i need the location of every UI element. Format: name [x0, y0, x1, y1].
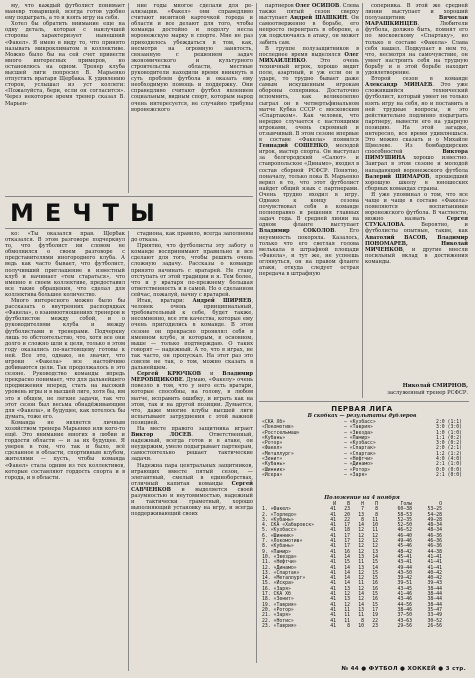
table-cell: 38—44	[427, 586, 442, 592]
table-cell: 12	[372, 539, 378, 545]
result-cell: «Зенит»	[262, 457, 283, 463]
table-cell: 8. «Кубань»	[262, 544, 294, 550]
table-cell: 7. «Локомотив»	[262, 539, 303, 545]
paragraph: Сергей КРЮЧКОВ и Владимир МЕРОВЩИКОВЕ. Думаю, «Факелу» очень повезло в том, что у него есть вратари, которые способны, на голову, в любом матче, исправить ошибку, и играть как на этом, так и на другой позиции. Думается, что, даже многие клубы высшей лиги испытывают затруднения с этой важной позицией.	[131, 371, 253, 426]
table-cell: 14. «Металлург»	[262, 576, 306, 582]
table-cell: 44—56	[397, 602, 412, 608]
table-cell: 15. «Искра»	[262, 581, 294, 587]
table-cell: 16	[344, 549, 350, 555]
table-cell: 14	[344, 554, 350, 560]
table-cell: 14	[344, 581, 350, 587]
table-cell: 17. СКА Хб	[262, 592, 291, 598]
table-cell: 41	[330, 597, 336, 603]
table-cell: 15	[372, 560, 378, 566]
table-cell: 20. «Ротор»	[262, 607, 294, 613]
table-cell: 41	[330, 533, 336, 539]
table-cell: 23	[372, 623, 378, 629]
table-cell: 46—36	[427, 544, 442, 550]
standings-subtitle: Положение на 4 ноября	[324, 495, 400, 501]
paragraph: Хотел бы обратить внимание еще на одну деталь, которая с наилучшей стороны характеризует нынешний «Факел». Я имею в виду то, что принято называть микроклиматом в коллективе. Можно было бы на сей счет привести много интересных примеров, но остановлюсь на одном. Тренер клуба высшей лиги попросил В. Марьенко отпустить вратаря Щербака. К удивлению сторон, услышал из уст коллеги: «Пожалуйста, бери, если он согласится». Через некоторое время тренер сказал В. Марьен-	[5, 21, 125, 107]
standings-header-cell: В	[347, 502, 350, 507]
result-cell: 2:1 (1:0)	[436, 462, 462, 468]
table-cell: 23	[344, 507, 350, 513]
table-cell: 11	[344, 607, 350, 613]
table-cell: 48—34	[427, 523, 442, 529]
table-cell: 17	[344, 533, 350, 539]
table-cell: 5. «Кузбасс»	[262, 528, 297, 534]
result-cell: 2:1 (0:0)	[436, 472, 462, 478]
standings-header-cell: Голы	[400, 502, 412, 507]
standings-header-cell: О	[439, 502, 442, 507]
table-cell: 19. «Таврия»	[262, 602, 297, 608]
table-cell: 38—44	[427, 597, 442, 603]
table-cell: 12. «Динамо»	[262, 565, 297, 571]
table-cell: 14	[344, 576, 350, 582]
table-cell: 13	[358, 512, 364, 518]
result-cell: «СКА Хб»	[262, 420, 286, 425]
result-cell: — «Кузбасс»	[344, 420, 376, 425]
table-cell: 41	[330, 528, 336, 534]
table-cell: 12	[358, 576, 364, 582]
result-cell: «Металлург»	[262, 451, 294, 457]
headline: МЕЧТЫ	[10, 199, 166, 227]
table-cell: 6. «Шинник»	[262, 533, 294, 539]
table-cell: 13. «Спартак»	[262, 570, 300, 576]
table-cell: 12	[344, 592, 350, 598]
column-rule	[256, 3, 257, 663]
table-cell: 39—43	[427, 581, 442, 587]
table-cell: 15	[372, 576, 378, 582]
result-cell: — «Спартак»	[344, 451, 376, 457]
result-cell: «Искра»	[262, 472, 283, 478]
result-cell: 0:0 (0:0)	[436, 467, 462, 473]
table-cell: 15	[372, 592, 378, 598]
result-cell: «Факел»	[262, 446, 283, 452]
table-cell: 1. «Факел»	[262, 507, 291, 513]
result-cell: 3:0 (3:0)	[436, 425, 462, 431]
table-cell: 46—52	[397, 528, 412, 534]
table-cell: 41	[330, 523, 336, 529]
table-cell: 43—46	[397, 597, 412, 603]
table-cell: 38—44	[427, 602, 442, 608]
paragraph: Команда не является личным хозяйством тренера Марьенко или кого-то ещё. Это внимание многих в любви и гордости области — и за их будущее. Я уверен в том, что так и было, всё сделанное в области, спортивным клубом, жителями — пусть, чтобы команда «Факел» стала одним из тех коллективов, которые составляют гордость спорта и в города, и в области.	[5, 419, 125, 481]
paragraph: Второй сезон в команде Александр МИНАЕВ. Это уже сложившийся технический футболист, который умеет не только взять игру на себя, но и поставить в ней трудные вопросы, и это действительно подлинно подыграть партнеру, вывести его на ударную позицию. На этой загадке, интересно, все время удивляешься. Это можно сказать и о Михайле Щмелеве. Из бомбардирских способностей Виктора ПИМУШИНА хорошо известно. Заиграл в этом сезоне и молодой нападающий воронежского футбола Валерий ШИМАРОВ, прошедший хорошую школу в юношеских сборных командах страны.	[365, 76, 468, 192]
result-cell: 1:1 (0:2)	[436, 435, 462, 441]
article-column-1-top	[5, 3, 125, 193]
table-cell: 43—63	[397, 618, 412, 624]
table-cell: 22	[344, 517, 350, 523]
article-column-4	[365, 3, 468, 378]
table-cell: 40—42	[427, 570, 442, 576]
table-cell: 35—47	[427, 607, 442, 613]
table-cell: 14	[344, 570, 350, 576]
table-cell: 14	[344, 565, 350, 571]
table-cell: 44—38	[427, 549, 442, 555]
table-cell: 10	[372, 523, 378, 529]
paragraph: ние годы многое сделали для ре-ализации. «Факел» они справедливо считают визитной карточкой города и области и все делают для того, чтобы команда достойно и подолгу несла воронежскую марку в спорте. Мне не раз приходилось убеждаться в том, как, несмотря на огромную занятость, связанную с решением задач экономического и культурного строительства области, местные руководители находили время вникнуть в суть проблем футбола и оказать ему необходимую помощь и поддержку. Они справедливо считают футбол явлением социальным, видным спорт, которым народ очень интересуется, не случайно трибуны воронежского	[131, 3, 253, 113]
table-cell: 11	[372, 528, 378, 534]
result-cell: — «Нефтчи»	[344, 457, 373, 463]
table-cell: 13	[344, 597, 350, 603]
table-cell: 9. «Памир»	[262, 549, 291, 555]
table-cell: 49—28	[427, 517, 442, 523]
table-cell: 14	[358, 592, 364, 598]
table-cell: 41	[330, 549, 336, 555]
table-cell: 14	[372, 554, 378, 560]
table-cell: 53—25	[427, 507, 442, 513]
table-cell: 49—46	[397, 539, 412, 545]
table-cell: 41	[330, 517, 336, 523]
headline-rule	[5, 228, 253, 229]
table-cell: 12	[358, 549, 364, 555]
table-cell: 22. «Нотис»	[262, 618, 294, 624]
result-row	[262, 473, 462, 478]
article-column-1-bottom	[5, 231, 125, 671]
table-cell: 16	[372, 586, 378, 592]
table-cell: 41	[330, 560, 336, 566]
match-results	[262, 420, 462, 478]
paragraph: ко: «Ты оказался прав. Щербак отказался. В этом разговоре подчеркнул то, что футболист ни словом не обмолвился о своем разговоре с представителями иногороднего клуба. А ведь как часто бывает, что футболист, получивший приглашение в известный клуб и начинает «тем стараться», что именно в своем коллективе, предоставил все такие обращения, что сделал для коллектива большее количество.	[5, 231, 125, 298]
table-cell: 8	[361, 618, 364, 624]
table-cell: 11	[358, 613, 364, 619]
league-title: ПЕРВАЯ ЛИГА	[331, 405, 393, 413]
table-cell: 41	[330, 576, 336, 582]
column-rule	[128, 231, 129, 671]
column-rule	[362, 3, 363, 398]
result-cell: — «Заря»	[344, 472, 368, 478]
table-cell: 13	[372, 549, 378, 555]
table-cell: 60—38	[397, 507, 412, 513]
column-rule	[128, 3, 129, 193]
table-cell: 12	[358, 539, 364, 545]
table-cell: 26—56	[427, 623, 442, 629]
league-subtitle: В скобках — результаты дублеров	[307, 413, 417, 419]
table-cell: 41	[330, 570, 336, 576]
table-cell: 49—44	[397, 565, 412, 571]
table-cell: 8	[361, 517, 364, 523]
table-cell: 41	[330, 565, 336, 571]
table-cell: 46—40	[397, 533, 412, 539]
result-cell: — «Звезда»	[344, 430, 373, 436]
result-cell: «Кубань»	[262, 462, 286, 468]
paragraph: Я уже упоминал о том, что все чаще и чаще в составе «Факела» появляются воспитанники воронежского футбола. В частности, можно назвать Сергея СТУКАЛОВА. Вероятно, и футболисты опытные, такие, как Анатолий ВАСОВ, Владимир ПОНОМАРЕВ, Николай МИЧЕНКОВ, и другие внесли посильный вклад в достижения команды.	[365, 191, 468, 265]
table-cell: 12	[358, 533, 364, 539]
table-cell: 30—52	[427, 618, 442, 624]
table-cell: 43—50	[397, 570, 412, 576]
table-cell: 41	[330, 592, 336, 598]
table-cell: 11	[344, 618, 350, 624]
paragraph: Много интересного можно было бы рассказать о внутренних распорядках «Факела», о взаимоотношениях тренеров и футболистов между собой, и о руководителями клуба и между футболистами и тренерами. Подчеркну лишь то обстоятельство, что, хотя все они долго и сложно шли к цели, только в этом году оказались по-настоящему готовы к ней. Все это, однако, не значит, что игроки «Факела» все настойчиво добиваются цели. Так продолжалось в это сезоне. Руководство команды впредь прекрасно понимает, что для дальнейшего продвижения вперед, стать на высокий уровень игры и в высшей лиге, хотя бы, им это в общем, не легкие задачи, так что этот сезон был весьма обнадёживающим для «Факела», и будущее, как хотелось бы думать, тоже его.	[5, 298, 125, 420]
article-column-2-top	[131, 3, 253, 193]
table-cell: 17	[372, 607, 378, 613]
table-cell: 11. «Нефтчи»	[262, 560, 297, 566]
result-cell: «Ростсельмаш»	[262, 430, 300, 436]
result-cell: 2:0 (1:1)	[436, 420, 462, 425]
table-cell: 20	[344, 512, 350, 518]
table-cell: 39—51	[397, 581, 412, 587]
table-cell: 46—36	[427, 539, 442, 545]
table-cell: 41	[330, 618, 336, 624]
result-cell: 1:2 (1:2)	[436, 451, 462, 457]
table-cell: 11	[358, 560, 364, 566]
table-cell: 41	[330, 613, 336, 619]
table-top-rule	[259, 401, 469, 402]
table-cell: 54—28	[427, 512, 442, 518]
article-column-2-bottom	[131, 231, 253, 671]
result-cell: 3:0 (0:2)	[436, 441, 462, 447]
paragraph: В группе полузащитников в последнее время выделялся Олег МИХАИЛЕНКО. Это очень техничный игрок, хорошо видит поле, азартный, и уж если он в ударе, то трудно бывает даже самым искушенным игрокам обороны соперника. Достаточно вспомнить, как великолепно сыграл он в четвертьфинальном матче Кубка СССР с московским «Спартаком». Как человек, что нередко случается с настоящими игроками, очень скромный и отзывчивый. В этом сезоне впервые в составе «Факела» появился Геннадий СОШЕНКО, молодой игрок, мастер спорта. Он выступал за белгородский «Салют» и ставропольское «Динамо», входил в состав сборной РСФСР. Понятно, поначалу, только пока В. Марьенко верил в то, что этот футболист найдет общий язык с партнерами. Очень трудно входил в игру. Однако к концу сезона почувствовал себя в команде полноправно и решения главных задач года. В средней линии на одном фланге выступает Владимир СОКОЛОВ. Его неуемность покоряла. Казалось, только что его светлая голова мелькала в штрафной площади «Факела», и тут же, не успеешь оглянуться, он на правом фланге атаки, откуда следует острая передача в штрафную	[259, 45, 359, 278]
table-cell: 52—35	[397, 517, 412, 523]
table-cell: 41	[330, 602, 336, 608]
table-cell: 45—46	[397, 544, 412, 550]
result-cell: «Шинник»	[262, 467, 286, 473]
table-cell: 37—50	[397, 613, 412, 619]
headline-rule	[5, 196, 253, 197]
table-cell: 15	[372, 602, 378, 608]
table-cell: 38—44	[427, 592, 442, 598]
table-cell: 17	[344, 523, 350, 529]
page-footer: № 44 ● ФУТБОЛ ● ХОККЕЙ ● 3 стр.	[341, 666, 466, 672]
paragraph: соперника. В этой же средней линии выступает и хороший полузащитник Вячеслав МАРАШКИНЦЕВ. Любители футбола, должно быть, помнят его по московскому «Спартаку», но только в составе «Факела» Слава себя нашел. Подкупает в нем то, что, несмотря на самочувствие, он умеет настроить себя на трудную борьбу и в этой борьбе находит удовлетворение.	[365, 3, 468, 77]
table-cell: 22	[372, 618, 378, 624]
table-cell: 17	[344, 544, 350, 550]
table-cell: 13	[358, 554, 364, 560]
table-cell: 12	[344, 602, 350, 608]
table-cell: 41	[330, 623, 336, 629]
table-cell: 17	[344, 539, 350, 545]
table-cell: 13	[358, 565, 364, 571]
paragraph: Итак, вратари: Андрей ШИРЯЕВ, человек очень принципиальный, требовательный к себе, будет также, несомненно, все эти качества, которые ему очень пригодились в команде. В этом сезоне он прекрасно проявлял себя в именном клубе, и которым, в основном, выше — только подтверждаю. О таких говорят — надежный. А то, что в играх, не так часто, он пропускал. На этот раз это совсем не так, о том, можно сказать в дальнейшем.	[131, 298, 253, 372]
table-cell: 4. СКА «Хабаровск»	[262, 523, 314, 529]
table-cell: 21. «Заря»	[262, 613, 291, 619]
article-column-3	[259, 3, 359, 398]
standings-header-cell: Н	[361, 502, 364, 507]
author-title: заслуженный тренер РСФСР.	[387, 390, 468, 396]
result-cell: «Кубань»	[262, 435, 286, 441]
table-cell: 10	[358, 623, 364, 629]
result-cell: — «Спартак»	[344, 446, 376, 452]
result-cell: 2:0 (2:1)	[436, 446, 462, 452]
table-cell: 41	[330, 539, 336, 545]
table-cell: 12	[358, 570, 364, 576]
table-cell: 41	[330, 581, 336, 587]
table-cell: 41—41	[427, 565, 442, 571]
table-cell: 41—41	[427, 560, 442, 566]
table-cell: 12	[372, 533, 378, 539]
paragraph: Приятно, что футболисты эту заботу о команде воспринимают правильно и все сделают для того, чтобы решить очень сложную задачу. Рассказы о команде принято начинать с вратарей. Не стану отступать от этой традиции и я. Тем более, что и у вратаря по-прежнему большая ответственность и в самой. Но о сделанном сейчас, пожалуй, начну с вратарей.	[131, 243, 253, 298]
result-cell: 4:0 (4:0)	[436, 457, 462, 463]
author-signature: Николай СМИРНОВ,	[402, 383, 468, 389]
result-cell: — «Ротор»	[344, 467, 370, 473]
table-cell: 12	[358, 544, 364, 550]
paragraph: стадиона, как правило, всегда заполнены до отказа.	[131, 231, 253, 244]
table-cell: 33—49	[427, 613, 442, 619]
standings-table	[262, 502, 462, 629]
table-cell: 45—41	[397, 554, 412, 560]
table-cell: 2. «Торпедо»	[262, 512, 297, 518]
table-cell: 13	[344, 586, 350, 592]
table-cell: 41	[330, 512, 336, 518]
table-cell: 18. «Зенит»	[262, 597, 294, 603]
table-cell: 52—50	[397, 523, 412, 529]
table-cell: 8	[375, 507, 378, 513]
table-cell: 14	[358, 602, 364, 608]
table-cell: 13	[358, 607, 364, 613]
table-cell: 43—45	[397, 586, 412, 592]
result-cell: 1:0 (1:0)	[436, 430, 462, 436]
table-cell: 41	[330, 607, 336, 613]
table-cell: 38—46	[397, 607, 412, 613]
result-cell: «Ротор»	[262, 441, 283, 447]
table-cell: 41	[330, 586, 336, 592]
table-cell: 48—34	[427, 528, 442, 534]
table-cell: 7	[361, 507, 364, 513]
table-cell: 41	[330, 554, 336, 560]
paragraph: му, что каждый футболист понимает маневр товарищей, всегда готов удобно ему подыграть, а то и взять игру на себя.	[5, 3, 125, 22]
table-cell: 14	[372, 565, 378, 571]
table-cell: 12	[358, 528, 364, 534]
result-cell: — «Кузбасс»	[344, 441, 376, 447]
table-cell: 11	[358, 581, 364, 587]
table-cell: 19	[372, 613, 378, 619]
standings-header-cell: П	[375, 502, 378, 507]
standings-header-cell: И	[333, 502, 336, 507]
table-cell: 39—42	[397, 576, 412, 582]
table-cell: 40—42	[427, 576, 442, 582]
table-cell: 10. «Звезда»	[262, 554, 297, 560]
table-cell: 41	[330, 507, 336, 513]
table-row	[262, 624, 462, 629]
paragraph: партнеров Олег ОСИПОВ. Слева также пятый сезон сверху выступает Андрей ШАШКИН. Он самоотверженно в борьбе, его непросто переиграть в обороне, а уж подключаясь в атаку, он может забить сам.	[259, 3, 359, 46]
table-cell: 12	[358, 586, 364, 592]
table-cell: 15	[344, 560, 350, 566]
result-cell: — «Динамо»	[344, 462, 373, 468]
table-cell: 8	[347, 623, 350, 629]
table-cell: 58—53	[397, 512, 412, 518]
table-cell: 12	[358, 597, 364, 603]
table-cell: 16	[372, 581, 378, 587]
table-cell: 11	[372, 517, 378, 523]
result-cell: — «Памир»	[344, 435, 370, 441]
table-cell: 48—42	[397, 549, 412, 555]
table-cell: 11	[344, 613, 350, 619]
table-cell: 41—46	[397, 592, 412, 598]
table-cell: 41—41	[427, 554, 442, 560]
table-cell: 12	[372, 544, 378, 550]
table-cell: 41	[330, 544, 336, 550]
table-cell: 23. «Таврия»	[262, 623, 297, 629]
table-cell: 16	[372, 597, 378, 603]
table-cell: 14	[358, 523, 364, 529]
table-cell: 29—56	[397, 623, 412, 629]
table-cell: 18	[344, 528, 350, 534]
table-cell: 16. «Заря»	[262, 586, 291, 592]
result-cell: — «Таврия»	[344, 425, 373, 431]
table-cell: 8	[375, 512, 378, 518]
table-cell: 46—36	[427, 533, 442, 539]
table-cell: 43—41	[397, 560, 412, 566]
paragraph: Надежна пара центральных защитников, играющих вместе пятый сезон, — элегантный, смелый в единоборствах, отличный капитан команды Сергей САВЧЕНКОВ и выделяется своей разумностью и неутомимостью, надежный и тактически грамотный, хорошо выполняющий установку на игру, и всегда поддерживающий своих	[131, 462, 253, 518]
paragraph: На месте правого защитника играет Виктор ЛОСЕВ. Ответственный, надежный, всегда готов и в атаке, он неудержим, умело подыгрывает партнерам, самостоятельно решает тактические задачи.	[131, 426, 253, 463]
table-cell: 3. «Кубань»	[262, 517, 294, 523]
table-cell: 15	[372, 570, 378, 576]
result-cell: «Локомотив»	[262, 425, 294, 431]
